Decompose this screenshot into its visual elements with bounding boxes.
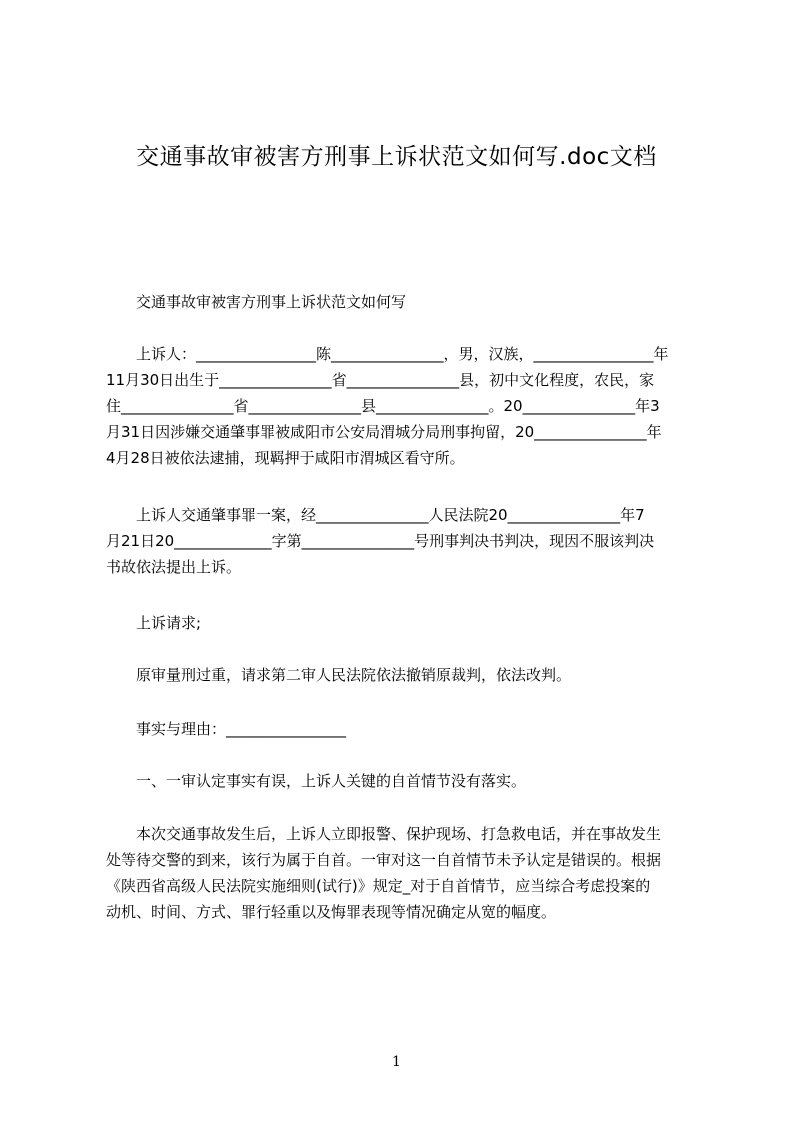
request-heading [106, 610, 701, 636]
appellant-line: 月31日因涉嫌交通肇事罪被咸阳市公安局渭城分局刑事拘留，20_______________年 [106, 423, 662, 441]
request-paragraph [106, 662, 701, 688]
subtitle-text: 交通事故审被害方刑事上诉状范文如何写 [136, 293, 407, 311]
appellant-paragraph [106, 341, 701, 471]
appellant-line: 住_______________省_______________县_______________。20_______________年3 [106, 397, 660, 415]
appellant-line: 4月28日被依法逮捕，现羁押于咸阳市渭城区看守所。 [106, 449, 465, 467]
appellant-line: 11月30日出生于_______________省_______________县，初中文化程度，农民，家 [106, 371, 655, 389]
reason-line: 本次交通事故发生后，上诉人立即报警、保护现场、打急救电话，并在事故发生 [136, 825, 662, 843]
document-subtitle [106, 289, 701, 315]
point-one-text: 一、一审认定事实有误，上诉人关键的自首情节没有落实。 [136, 772, 527, 790]
case-paragraph [106, 502, 701, 580]
reason-line: 处等待交警的到来，该行为属于自首。一审对这一自首情节未予认定是错误的。根据 [106, 851, 662, 869]
reason-paragraph [106, 821, 701, 925]
case-line: 月21日20_____________字第_______________号刑事判决书判决，现因不服该判决 [106, 532, 655, 550]
case-line: 上诉人交通肇事罪一案，经_______________人民法院20_______________年7 [136, 506, 645, 524]
document-title: 交通事故审被害方刑事上诉状范文如何写.doc文档 [136, 144, 657, 170]
reason-line: 《陕西省高级人民法院实施细则(试行)》规定_对于自首情节，应当综合考虑投案的 [106, 877, 651, 895]
page-number: 1 [392, 1054, 401, 1070]
facts-heading-text: 事实与理由：________________ [136, 720, 347, 738]
reason-line: 动机、时间、方式、罪行轻重以及悔罪表现等情况确定从宽的幅度。 [106, 903, 557, 921]
request-heading-text: 上诉请求; [136, 614, 202, 632]
case-line: 书故依法提出上诉。 [106, 558, 242, 576]
facts-heading [106, 716, 701, 742]
request-text: 原审量刑过重，请求第二审人民法院依法撤销原裁判，依法改判。 [136, 666, 572, 684]
point-one-heading [106, 768, 701, 794]
appellant-line: 上诉人：________________陈_______________，男，汉族，________________年 [136, 345, 669, 363]
